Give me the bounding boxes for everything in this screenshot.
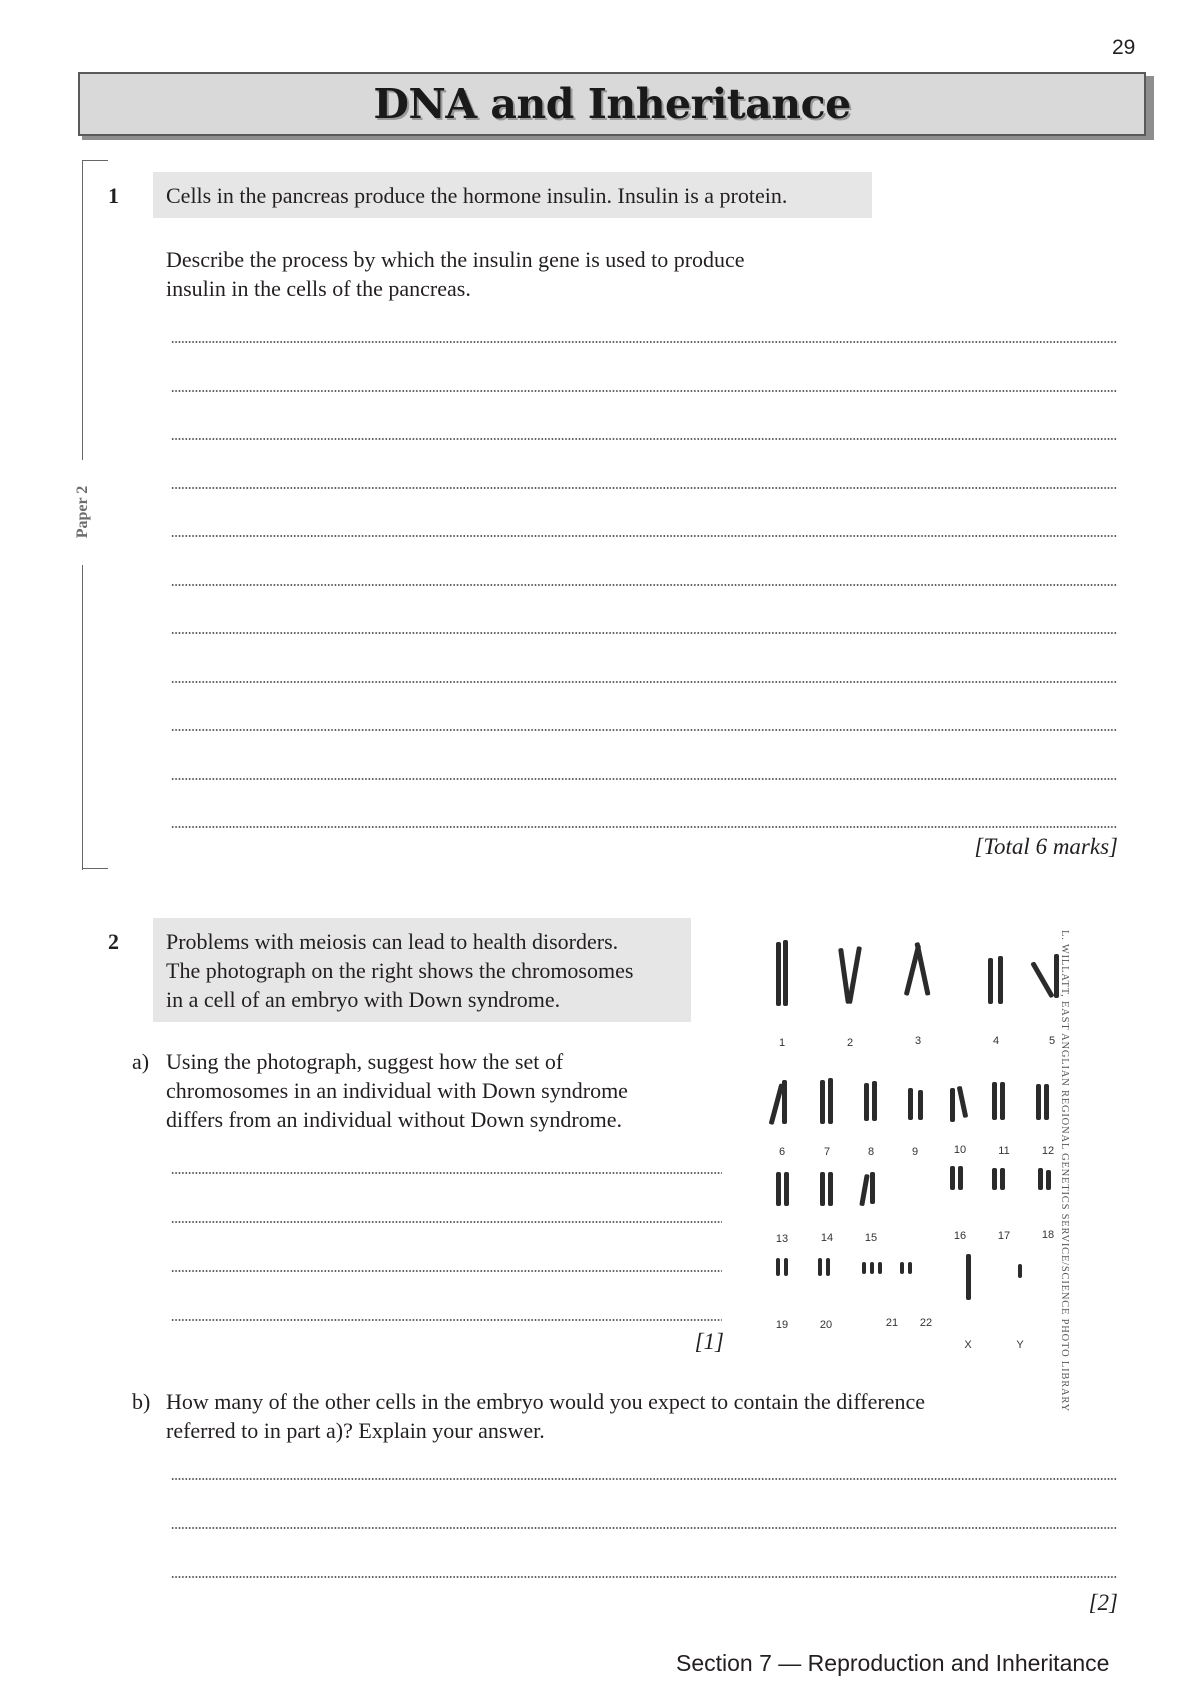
chromosome-pairs (769, 940, 1059, 1300)
karyotype-label-15: 15 (864, 1232, 878, 1244)
karyotype-label-4: 4 (992, 1035, 1000, 1047)
karyotype-label-2: 2 (846, 1037, 854, 1049)
karyotype-label-3: 3 (914, 1035, 922, 1047)
karyotype-label-11: 11 (998, 1145, 1010, 1157)
question-2-stem-line-1: Problems with meiosis can lead to health disorders. (166, 929, 619, 954)
question-2b-line-1: How many of the other cells in the embryo would you expect to contain the difference (166, 1389, 925, 1414)
section-footer: Section 7 — Reproduction and Inheritance (676, 1650, 1110, 1676)
question-2b-answer-line[interactable] (171, 1527, 1117, 1529)
question-1-answer-line[interactable] (171, 826, 1117, 828)
question-2b-line-2: referred to in part a)? Explain your answer. (166, 1418, 545, 1443)
karyotype-label-y: Y (1016, 1339, 1024, 1351)
bracket-top (82, 160, 108, 161)
question-2b-marks: [2] (1088, 1590, 1118, 1615)
bracket-line-lower (82, 565, 83, 870)
question-1-answer-line[interactable] (171, 341, 1117, 343)
question-2-stem-line-2: The photograph on the right shows the chromosomes (166, 958, 634, 983)
karyotype-label-1: 1 (778, 1037, 786, 1049)
bracket-bottom (82, 868, 108, 869)
photo-credit: L. WILLATT, EAST ANGLIAN REGIONAL GENETICS SERVICE/SCIENCE PHOTO LIBRARY (1059, 930, 1070, 1412)
question-1-prompt-line-1: Describe the process by which the insulin gene is used to produce (166, 247, 745, 272)
question-2b-label: b) (132, 1389, 151, 1414)
question-1-answer-line[interactable] (171, 438, 1117, 440)
question-2b-answer-line[interactable] (171, 1478, 1117, 1480)
karyotype-label-17: 17 (997, 1230, 1011, 1242)
karyotype-label-x: X (964, 1339, 972, 1351)
question-1-prompt-line-2: insulin in the cells of the pancreas. (166, 276, 471, 301)
page-title: DNA and Inheritance (373, 80, 851, 128)
karyotype-label-9: 9 (911, 1146, 919, 1158)
page-number: 29 (1112, 36, 1136, 59)
question-2a-answer-line[interactable] (171, 1172, 722, 1174)
question-1-answer-line[interactable] (171, 535, 1117, 537)
question-1-stem: Cells in the pancreas produce the hormone insulin. Insulin is a protein. (166, 183, 788, 208)
question-2a-line-1: Using the photograph, suggest how the set of (166, 1049, 564, 1074)
question-1-answer-line[interactable] (171, 632, 1117, 634)
question-1-answer-line[interactable] (171, 729, 1117, 731)
karyotype-label-18: 18 (1041, 1229, 1055, 1241)
karyotype-label-22: 22 (919, 1317, 933, 1329)
question-1-marks: [Total 6 marks] (974, 834, 1118, 859)
karyotype-label-8: 8 (867, 1146, 875, 1158)
question-2a-line-3: differs from an individual without Down syndrome. (166, 1107, 623, 1132)
question-2a-answer-line[interactable] (171, 1270, 722, 1272)
karyotype-label-6: 6 (778, 1146, 786, 1158)
karyotype-label-7: 7 (823, 1146, 831, 1158)
paper-label: Paper 2 (74, 485, 91, 539)
question-2a-line-2: chromosomes in an individual with Down syndrome (166, 1078, 628, 1103)
question-1-answer-line[interactable] (171, 584, 1117, 586)
karyotype-label-21-22: 21 (885, 1317, 899, 1329)
karyotype-label-13: 13 (775, 1233, 789, 1245)
karyotype-label-19: 19 (775, 1319, 789, 1331)
karyotype-photograph (760, 928, 1092, 1412)
question-1-answer-line[interactable] (171, 390, 1117, 392)
question-2a-answer-line[interactable] (171, 1221, 722, 1223)
question-2a-label: a) (132, 1049, 150, 1074)
karyotype-label-5: 5 (1048, 1035, 1056, 1047)
karyotype-label-12: 12 (1041, 1145, 1055, 1157)
question-1-number: 1 (108, 183, 119, 208)
karyotype-label-16: 16 (953, 1230, 967, 1242)
question-1-answer-line[interactable] (171, 681, 1117, 683)
question-1-answer-line[interactable] (171, 487, 1117, 489)
bracket-line-upper (82, 160, 83, 460)
question-2-number: 2 (108, 929, 119, 954)
question-2b-answer-line[interactable] (171, 1576, 1117, 1578)
karyotype-label-10: 10 (953, 1144, 967, 1156)
question-2a-answer-line[interactable] (171, 1319, 722, 1321)
question-2-stem-line-3: in a cell of an embryo with Down syndrome. (166, 987, 561, 1012)
karyotype-label-20: 20 (819, 1319, 833, 1331)
question-1-answer-line[interactable] (171, 778, 1117, 780)
question-2a-marks: [1] (694, 1329, 724, 1354)
karyotype-label-14: 14 (820, 1232, 834, 1244)
